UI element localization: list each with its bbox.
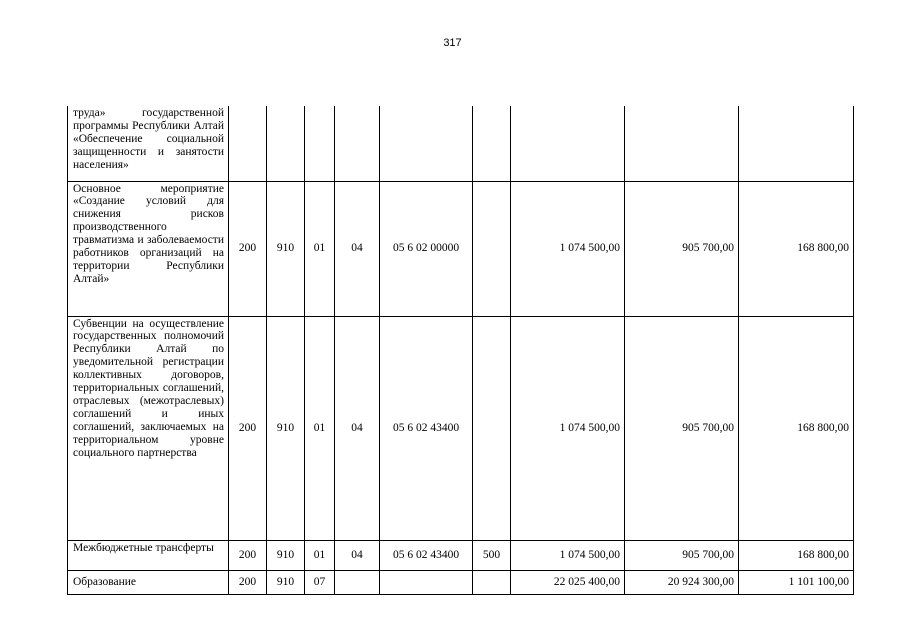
cell-section: 01 <box>305 181 335 316</box>
row-name: Основное мероприятие «Создание условий для снижения рисков производственного травматизма и заболеваемости работников организаций на территории Республики Алтай» <box>68 181 229 316</box>
cell-subsection: 04 <box>335 181 380 316</box>
cell-ministry: 910 <box>267 181 305 316</box>
cell-type <box>473 181 511 316</box>
cell-amount-b: 168 800,00 <box>739 316 854 540</box>
cell-ministry: 910 <box>267 540 305 570</box>
cell-target <box>380 106 473 181</box>
cell-amount-a: 905 700,00 <box>625 316 739 540</box>
cell-target: 05 6 02 43400 <box>380 540 473 570</box>
row-name: Межбюджетные трансферты <box>68 540 229 570</box>
cell-subsection <box>335 106 380 181</box>
cell-code: 200 <box>229 540 267 570</box>
cell-subsection <box>335 570 380 594</box>
cell-amount-a: 905 700,00 <box>625 540 739 570</box>
cell-subsection: 04 <box>335 540 380 570</box>
row-name: труда» государственной программы Республики Алтай «Обеспечение социальной защищенности и занятости населения» <box>68 106 229 181</box>
table-row <box>68 316 854 540</box>
cell-subsection: 04 <box>335 316 380 540</box>
cell-target <box>380 570 473 594</box>
cell-type: 500 <box>473 540 511 570</box>
table-row <box>68 106 854 181</box>
cell-type <box>473 570 511 594</box>
cell-ministry: 910 <box>267 570 305 594</box>
cell-type <box>473 106 511 181</box>
cell-amount-b: 168 800,00 <box>739 181 854 316</box>
cell-section <box>305 106 335 181</box>
page-number: 317 <box>443 37 462 49</box>
cell-amount-b: 168 800,00 <box>739 540 854 570</box>
budget-table <box>67 106 854 595</box>
cell-code: 200 <box>229 570 267 594</box>
cell-total: 1 074 500,00 <box>511 540 625 570</box>
cell-total: 1 074 500,00 <box>511 316 625 540</box>
cell-amount-b: 1 101 100,00 <box>739 570 854 594</box>
cell-code: 200 <box>229 316 267 540</box>
table-row <box>68 540 854 570</box>
cell-amount-b <box>739 106 854 181</box>
cell-section: 01 <box>305 540 335 570</box>
cell-amount-a <box>625 106 739 181</box>
cell-total: 22 025 400,00 <box>511 570 625 594</box>
cell-code: 200 <box>229 181 267 316</box>
table-row <box>68 570 854 594</box>
cell-total <box>511 106 625 181</box>
cell-code <box>229 106 267 181</box>
cell-ministry: 910 <box>267 316 305 540</box>
cell-ministry <box>267 106 305 181</box>
row-name: Образование <box>68 570 229 594</box>
cell-section: 07 <box>305 570 335 594</box>
row-name: Субвенции на осуществление государственных полномочий Республики Алтай по уведомительной регистрации коллективных договоров, территориальных соглашений, отраслевых (межотраслевых) соглашений и иных соглашений, заключаемых на территориальном уровне социального партнерства <box>68 316 229 540</box>
cell-total: 1 074 500,00 <box>511 181 625 316</box>
cell-target: 05 6 02 43400 <box>380 316 473 540</box>
cell-type <box>473 316 511 540</box>
cell-amount-a: 20 924 300,00 <box>625 570 739 594</box>
table-row <box>68 181 854 316</box>
cell-target: 05 6 02 00000 <box>380 181 473 316</box>
cell-section: 01 <box>305 316 335 540</box>
cell-amount-a: 905 700,00 <box>625 181 739 316</box>
